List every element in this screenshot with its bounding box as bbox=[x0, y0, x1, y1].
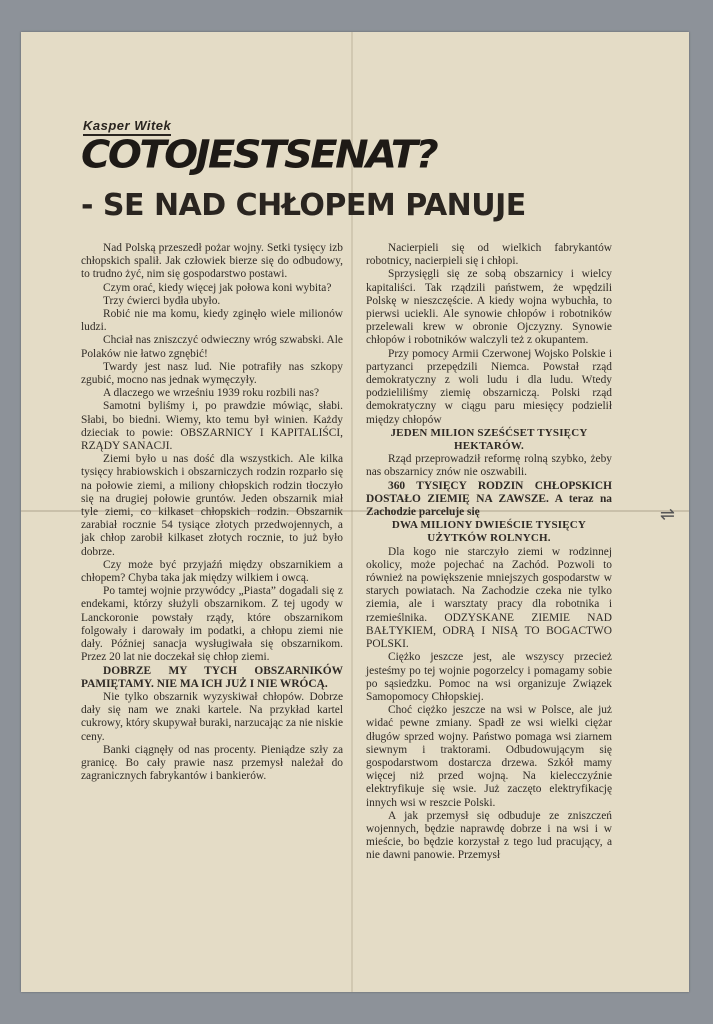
left-column-paragraph: Twardy jest nasz lud. Nie potrafiły nas szkopy zgubić, mocno nas jednak wymęczyły. bbox=[81, 360, 343, 387]
left-column-paragraph: Po tamtej wojnie przywódcy „Piasta” dogadali się z endekami, którzy służyli obszarnikom. Z tej ugody w Lanckoronie powstały rządy, które obszarnikom folgowały i darowały im podatki, a chłopu ziemi nie dały. Później sanacja wysługiwała się obszarnikom. Przez 20 lat nie doczekał się chłop ziemi. bbox=[81, 585, 343, 664]
right-column-paragraph: Choć ciężko jeszcze na wsi w Polsce, ale już widać pewne zmiany. Spadł ze wsi wielki ciężar długów sprzed wojny. Państwo pomaga wsi ziarnem siewnym i traktorami. Odbudowującym się gospodarstwom dostarcza drzewa. Szkół mamy więcej niż przed wojną. Na kielecczyźnie elektryfikuje się wsie. Już zaczęto elektryfikację innych wsi w reszcie Polski. bbox=[366, 704, 612, 809]
right-column-paragraph: Sprzysięgli się ze sobą obszarnicy i wielcy kapitaliści. Tak rządzili państwem, że wpędzili Polskę w nieszczęście. A kiedy wojna wybuchła, to pierwsi uciekli. Ale synowie chłopów i robotników przelewali krew w obronie Ojczyzny. Synowie chłopów i robotników walczyli też z okupantem. bbox=[366, 268, 612, 347]
right-column-paragraph: Przy pomocy Armii Czerwonej Wojsko Polskie i partyzanci przepędzili Niemca. Powstał rząd demokratyczny z woli ludu i dla ludu. Wtedy podzieliliśmy ziemię obszarniczą. Polski rząd demokratyczny w ciągu paru miesięcy podzielił między chłopów bbox=[366, 347, 612, 426]
tear-mark-icon: ⇌ bbox=[659, 504, 675, 525]
right-column-paragraph: DWA MILIONY DWIEŚCIE TYSIĘCY UŻYTKÓW ROLNYCH. bbox=[391, 519, 587, 545]
right-text-column bbox=[366, 242, 612, 863]
leaflet-title: COTOJESTSENAT? bbox=[81, 133, 437, 177]
left-column-paragraph: Chciał nas zniszczyć odwieczny wróg szwabski. Ale Polaków nie łatwo zgnębić! bbox=[81, 334, 343, 360]
left-column-paragraph: DOBRZE MY TYCH OBSZARNIKÓW PAMIĘTAMY. NIE MA ICH JUŻ I NIE WRÓCĄ. bbox=[81, 664, 343, 690]
right-column-paragraph: Rząd przeprowadził reformę rolną szybko, żeby nas obszarnicy znów nie oszwabili. bbox=[366, 453, 612, 479]
leaflet-sheet bbox=[21, 32, 689, 992]
author-name: Kasper Witek bbox=[83, 118, 171, 136]
right-column-paragraph: Ciężko jeszcze jest, ale wszyscy przecież jesteśmy po tej wojnie pogorzelcy i pomagamy sobie po sąsiedzku. Pomoc na wsi organizuje Związek Samopomocy Chłopskiej. bbox=[366, 651, 612, 703]
left-column-paragraph: Nad Polską przeszedł pożar wojny. Setki tysięcy izb chłopskich spalił. Jak człowiek bierze się do odbudowy, to trudno żyć, nim się gospodarstwo postawi. bbox=[81, 242, 343, 281]
left-column-paragraph: Robić nie ma komu, kiedy zginęło wiele milionów ludzi. bbox=[81, 308, 343, 334]
left-column-paragraph: Samotni byliśmy i, po prawdzie mówiąc, słabi. Słabi, bo biedni. Wiemy, kto temu był winien. Każdy dzieciak to powie: OBSZARNICY I KAPITALIŚCI, RZĄDY SANACJI. bbox=[81, 400, 343, 453]
right-column-paragraph: A jak przemysł się odbuduje ze zniszczeń wojennych, będzie naprawdę dobrze i na wsi i w mieście, bo będzie korzystał z tego lud pracujący, a nie dawni panowie. Przemysł bbox=[366, 809, 612, 862]
left-column-paragraph: A dlaczego we wrześniu 1939 roku rozbili nas? bbox=[103, 387, 320, 400]
left-column-paragraph: Ziemi było u nas dość dla wszystkich. Ale kilka tysięcy hrabiowskich i obszarniczych rodzin rozparło się na połowie ziemi, a miliony chłopskich rodzin tłoczyło się na drugiej połowie gruntów. Jeden obszarnik miał tyle ziemi, co kilkaset chłopskich rodzin. Obszarnik zarabiał rocznie 54 tysiące złotych przedwojennych, a jak chłop zarobił kilkaset złotych rocznie, to już było dobrze. bbox=[81, 453, 343, 558]
left-text-column bbox=[81, 242, 343, 783]
left-column-paragraph: Czym orać, kiedy więcej jak połowa koni wybita? bbox=[103, 281, 332, 294]
right-column-paragraph: JEDEN MILION SZEŚĆSET TYSIĘCY HEKTARÓW. bbox=[390, 426, 588, 453]
left-column-paragraph: Banki ciągnęły od nas procenty. Pieniądze szły za granicę. Bo cały prawie nasz przemysł należał do zagranicznych fabrykantów i bankierów. bbox=[81, 743, 343, 783]
left-column-paragraph: Trzy ćwierci bydła ubyło. bbox=[103, 294, 221, 307]
leaflet-subtitle: - SE NAD CHŁOPEM PANUJE bbox=[81, 188, 526, 223]
right-column-paragraph: Nacierpieli się od wielkich fabrykantów robotnicy, nacierpieli się i chłopi. bbox=[366, 242, 612, 268]
right-column-paragraph: Dla kogo nie starczyło ziemi w rodzinnej okolicy, może pojechać na Zachód. Pozwoli to również na powiększenie mniejszych gospodarstw w starych powiatach. Na Zachodzie czeka nie tylko ziemia, ale i warsztaty pracy dla robotnika i rzemieślnika. ODZYSKANE ZIEMIE NAD BAŁTYKIEM, ODRĄ I NISĄ TO BOGACTWO POLSKI. bbox=[366, 545, 612, 651]
right-column-paragraph: 360 TYSIĘCY RODZIN CHŁOPSKICH DOSTAŁO ZIEMIĘ NA ZAWSZE. A teraz na Zachodzie parceluje się bbox=[366, 479, 612, 519]
left-column-paragraph: Nie tylko obszarnik wyzyskiwał chłopów. Dobrze dały się nam we znaki kartele. Na przykład kartel cukrowy, który skupywał buraki, narzucając za nie niskie ceny. bbox=[81, 690, 343, 743]
left-column-paragraph: Czy może być przyjaźń między obszarnikiem a chłopem? Chyba taka jak między wilkiem i owcą. bbox=[81, 558, 343, 585]
